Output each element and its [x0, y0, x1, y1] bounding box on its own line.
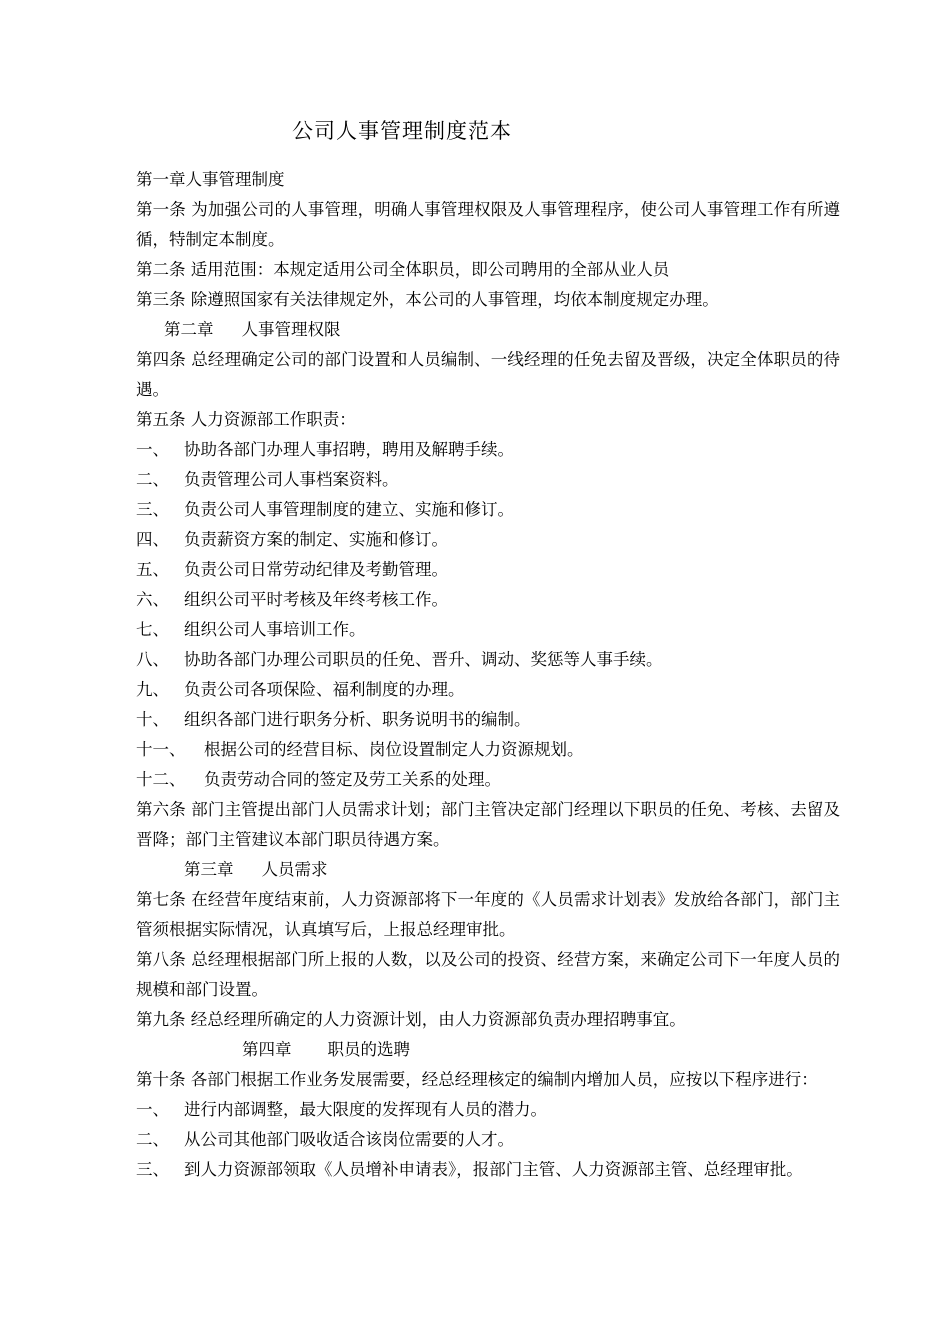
document-title: 公司人事管理制度范本 — [292, 119, 512, 143]
list-item-number: 一、 — [136, 440, 169, 459]
chapter-4-name: 职员的选聘 — [327, 1040, 410, 1059]
list-item-text: 从公司其他部门吸收适合该岗位需要的人才。 — [184, 1130, 514, 1149]
article-7: 第七条 在经营年度结束前，人力资源部将下一年度的《人员需求计划表》发放给各部门，部门主管须根据实际情况，认真填写后，上报总经理审批。 — [136, 890, 840, 939]
list-item-number: 十一、 — [136, 740, 186, 759]
chapter-2-name: 人事管理权限 — [241, 320, 341, 339]
list-item-text: 组织公司人事培训工作。 — [184, 620, 366, 639]
chapter-2-heading — [136, 315, 840, 345]
list-item — [136, 1125, 840, 1155]
document-body — [136, 165, 840, 1185]
chapter-4-number: 第四章 — [242, 1040, 292, 1059]
list-item-number: 五、 — [136, 560, 169, 579]
chapter-3-number: 第三章 — [184, 860, 234, 879]
list-item-text: 组织公司平时考核及年终考核工作。 — [184, 590, 448, 609]
list-item-number: 八、 — [136, 650, 169, 669]
list-item-text: 组织各部门进行职务分析、职务说明书的编制。 — [184, 710, 531, 729]
list-item — [136, 705, 840, 735]
list-item — [136, 1155, 840, 1185]
list-item-number: 十、 — [136, 710, 169, 729]
article-1: 第一条 为加强公司的人事管理，明确人事管理权限及人事管理程序，使公司人事管理工作有所遵循，特制定本制度。 — [136, 200, 840, 249]
article-5: 第五条 人力资源部工作职责： — [136, 410, 356, 429]
list-item — [136, 525, 840, 555]
list-item — [136, 495, 840, 525]
list-item-number: 三、 — [136, 500, 169, 519]
procedure-list — [136, 1095, 840, 1185]
list-item-text: 负责公司各项保险、福利制度的办理。 — [184, 680, 465, 699]
list-item-number: 一、 — [136, 1100, 169, 1119]
chapter-1-heading: 第一章人事管理制度 — [136, 170, 285, 189]
chapter-3-heading — [136, 855, 840, 885]
chapter-2-number: 第二章 — [164, 320, 214, 339]
article-4: 第四条 总经理确定公司的部门设置和人员编制、一线经理的任免去留及晋级，决定全体职员的待遇。 — [136, 350, 840, 399]
list-item-number: 二、 — [136, 1130, 169, 1149]
list-item — [136, 645, 840, 675]
article-2: 第二条 适用范围：本规定适用公司全体职员，即公司聘用的全部从业人员 — [136, 260, 670, 279]
list-item-number: 九、 — [136, 680, 169, 699]
duty-list — [136, 435, 840, 795]
list-item-number: 二、 — [136, 470, 169, 489]
list-item-number: 三、 — [136, 1160, 169, 1179]
list-item-number: 十二、 — [136, 770, 186, 789]
list-item-text: 负责公司日常劳动纪律及考勤管理。 — [184, 560, 448, 579]
list-item-text: 负责薪资方案的制定、实施和修订。 — [184, 530, 448, 549]
list-item — [136, 765, 840, 795]
list-item — [136, 615, 840, 645]
article-10: 第十条 各部门根据工作业务发展需要，经总经理核定的编制内增加人员，应按以下程序进行： — [136, 1070, 818, 1089]
article-6: 第六条 部门主管提出部门人员需求计划；部门主管决定部门经理以下职员的任免、考核、去留及晋降；部门主管建议本部门职员待遇方案。 — [136, 800, 840, 849]
list-item-number: 七、 — [136, 620, 169, 639]
article-9: 第九条 经总经理所确定的人力资源计划，由人力资源部负责办理招聘事宜。 — [136, 1010, 686, 1029]
list-item — [136, 585, 840, 615]
list-item — [136, 555, 840, 585]
list-item — [136, 435, 840, 465]
list-item-text: 协助各部门办理人事招聘，聘用及解聘手续。 — [184, 440, 514, 459]
list-item-text: 负责公司人事管理制度的建立、实施和修订。 — [184, 500, 514, 519]
list-item — [136, 465, 840, 495]
list-item-text: 进行内部调整，最大限度的发挥现有人员的潜力。 — [184, 1100, 547, 1119]
list-item-text: 协助各部门办理公司职员的任免、晋升、调动、奖惩等人事手续。 — [184, 650, 663, 669]
chapter-3-name: 人员需求 — [261, 860, 328, 879]
list-item-number: 四、 — [136, 530, 169, 549]
list-item-text: 根据公司的经营目标、岗位设置制定人力资源规划。 — [204, 740, 584, 759]
list-item-text: 负责劳动合同的签定及劳工关系的处理。 — [204, 770, 501, 789]
list-item — [136, 735, 840, 765]
list-item — [136, 1095, 840, 1125]
article-8: 第八条 总经理根据部门所上报的人数，以及公司的投资、经营方案，来确定公司下一年度人员的规模和部门设置。 — [136, 950, 840, 999]
list-item-number: 六、 — [136, 590, 169, 609]
list-item-text: 到人力资源部领取《人员增补申请表》，报部门主管、人力资源部主管、总经理审批。 — [184, 1160, 803, 1179]
list-item — [136, 675, 840, 705]
list-item-text: 负责管理公司人事档案资料。 — [184, 470, 399, 489]
chapter-4-heading — [136, 1035, 840, 1065]
article-3: 第三条 除遵照国家有关法律规定外，本公司的人事管理，均依本制度规定办理。 — [136, 290, 719, 309]
